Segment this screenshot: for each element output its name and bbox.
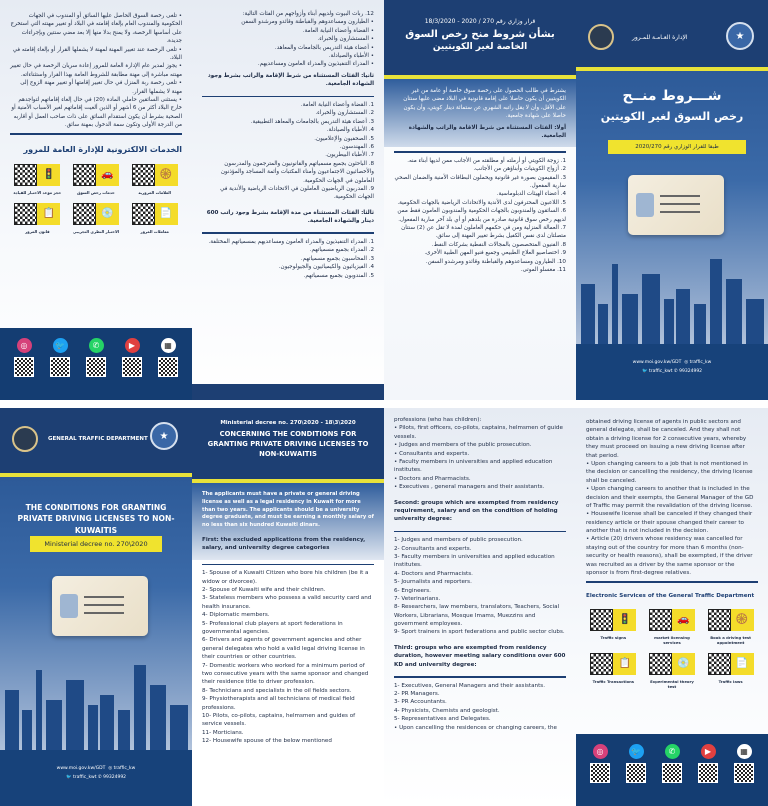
qr-code-icon[interactable] [590,609,613,631]
list-item: 4- Physicists, Chemists and geologist. [394,707,500,714]
whatsapp-icon[interactable]: ✆ [665,744,680,759]
e-service-label: قانون المرور [25,228,50,234]
qr-code-icon[interactable] [73,203,96,225]
moi-star-logo: ★ [726,22,754,50]
social-link[interactable] [86,338,106,400]
list-item: 8. الباحثون بجميع مسمياتهم والقانونيون والمترجمون والمدرسون والأخصائيون الاجتماعيون وأمناء المكتبات وأئمة المساجد والمؤذنون العاملون في الجهات الحكومية. [220,160,374,184]
decree-title: CONCERNING THE CONDITIONS FOR GRANTING PRIVATE DRIVING LICENSES TO NON-KUWAITIS [207,430,369,458]
twitter-icon[interactable]: 🐦 [53,338,68,353]
list-bullet: • الأطباء والصيادلة. [328,52,374,59]
list-item: 4- Doctors and Pharmacists. [394,570,473,577]
twitter-handle[interactable]: traffic_kwt [73,775,97,780]
social-link[interactable] [158,338,178,400]
list-item: 7. العمالة المنزلية ومن في حكمهم العاملون لمدة لا تقل عن (2) سنتان متصلتان لدى نفس الكفيل بشرط تغيير المهنة إلى سائق. [401,224,566,240]
list-item: 5. المندوبون بجميع مسمياتهم. [303,272,374,279]
condition-bullet: • Housewife license shall be canceled if they changed their residency article or their spouse changed their career to another that is not included in the decision. [586,511,753,535]
condition-bullet: obtained driving license of agents in public sectors and general delegate, shall be canceled. And they shall not obtain a driving license for 2 consecutive years, whereby they must proceed on issuing a new driving license after that period. [586,419,747,459]
social-link[interactable] [122,338,142,400]
department-name: GENERAL TRAFFIC DEPARTMENT [48,436,148,442]
decree-intro: The applicants must have a private or general driving license as well as a legal residency in Kuwait for more than two years. The applicants should be a university degree graduate, and must be earning a monthly salary of no less than six hundred Kuwaiti dinars. [202,491,374,529]
list-item: 1- Judges and members of public prosecution. [394,537,523,544]
service-illustration-icon: 🛞 [155,164,178,186]
condition-bullet: • تلغى رخصة ربة المنزل في حال تغيير إقامتها أو تغيير مهنة الزوج إلى مهنة لا يشملها القرار. [20,80,182,95]
moi-star-logo: ★ [150,422,178,450]
qr-code-icon[interactable] [132,203,155,225]
list-item: 10. الطيارون ومساعدوهم والقباطنة وقائدو ومرشدو السفن. [425,258,566,265]
qr-code-icon[interactable] [86,357,106,377]
condition-bullet: • تلغى الرخصة عند تغيير المهنة لمهنة لا يشملها القرار أو بإلغاء إقامته في البلاد. [12,46,182,61]
condition-bullet: • Upon changing careers to another that is included in the decision and their exempts, the General Manager of the GD of Traffic may permit the revalidation of the driving license. [586,486,754,509]
list-item: 2- Spouse of Kuwaiti wife and their children. [202,587,326,594]
decree-title: بشأن شروط منح رخص السوق [405,29,555,40]
ar-decree-panel [384,0,576,400]
list-bullet: • المدراء التنفيذيون والمدراء العامون ومساعديهم. [257,61,374,68]
list-bullet: • Faculty members in universities and applied education institutes. [394,458,553,474]
list-item-list [192,101,384,202]
list-item: 4- Diplomatic members. [202,612,270,619]
list-bullet: • Executives , general managers and their assistants. [394,484,545,491]
list-item: 6- Drivers and agents of government agencies and other general delegates who hold a valid legal driving license in their countries or other countries. [202,637,365,661]
qr-code-icon[interactable] [590,763,610,783]
license-card-illustration [628,175,724,235]
list-item: 4. أعضاء الهيئات الدبلوماسية. [496,191,566,198]
e-service-label: Traffic signs [600,634,627,640]
social-link[interactable] [50,338,70,400]
ar-list-panel [192,0,384,400]
first-section-title: First: the excluded applications from the residency, salary, and university degree categories [202,536,366,552]
social-link[interactable] [734,744,754,806]
e-service-label: حجز موعد الاختبار للقيادة [13,189,62,195]
first-section-title: أولا: الفئات المستثناة من شرط الاقامة والراتب والشهادة الجامعية. [408,124,566,139]
qr-code-icon[interactable] [698,763,718,783]
services-title: Electronic Services of the General Traffic Department [586,592,755,599]
cover-title-2: رخص السوق لغير الكويتين [600,110,744,123]
list-item: 3- Faculty members in universities and applied education institutes. [394,553,555,569]
en-decree-panel [192,408,384,806]
social-link[interactable] [590,744,610,806]
e-service-item[interactable] [11,203,63,234]
condition-bullet-list [0,0,192,129]
website-link[interactable]: www.moi.gov.kw/GDT [632,360,682,365]
list-item-list [192,569,384,745]
qr-code-icon[interactable] [158,357,178,377]
city-skyline [576,254,768,344]
en-list-panel [384,408,576,806]
decree-badge: طبقا للقرار الوزاري رقم 2020/270 [608,140,746,154]
list-item: 10- Pilots, co-pilots, captains, helmsmen and guides of service vessels. [202,712,356,728]
decree-title-2: الخاصة لغير الكويتيين [432,42,528,52]
e-service-item[interactable] [587,653,639,689]
footer-contacts: www.moi.gov.kw/GDT ◎ traffic_kw 🐦 traffic_kwt ✆ 99324992 [576,344,768,400]
e-service-item[interactable] [129,164,181,195]
list-item: 3. أعضاء هيئة التدريس بالجامعات والمعاهد التطبيقية. [250,118,374,125]
list-item: • Upon cancelling the residences or changing careers, the [394,724,557,731]
service-illustration-icon: 📄 [155,203,178,225]
service-illustration-icon: 🛞 [731,609,754,631]
qr-code-icon[interactable] [122,357,142,377]
qr-code-icon[interactable] [14,357,34,377]
ar-cover-panel [576,0,768,400]
list-item: 2- Consultants and experts. [394,545,472,552]
cover-title-1: شـــروط منــح [622,88,722,104]
e-service-label: معاملات المرور [140,228,169,234]
instagram-icon[interactable]: ◎ [593,744,608,759]
list-item: 5- Journalists and reporters. [394,579,472,586]
e-services-grid [0,160,192,246]
list-item: 1. زوجة الكويتي أو أرملته أو مطلقته من الأجانب ممن لديها أبناء منه. [407,157,566,164]
list-item: 8- Technicians and specialists in the oil fields sectors. [202,687,352,694]
qr-code-icon[interactable] [649,609,672,631]
city-skyline [0,660,192,750]
ar-back-panel [0,0,192,400]
list-item-list [384,536,576,637]
social-link[interactable] [14,338,34,400]
list-item: 3. المقيمون بصورة غير قانونية ويحملون البطاقات الأمنية والضمان الصحي سارية المفعول. [394,174,566,190]
list-item: 7- Domestic workers who worked for a minimum period of two consecutive years with the same sponsor and changed their residence title to driver profession. [202,662,369,686]
list-bullet: • أعضاء هيئة التدريس بالجامعات والمعاهد. [274,44,374,51]
list-item: 7. الأطباء البيطريون. [325,152,374,159]
e-service-label: العلامات المرورية [138,189,171,195]
list-bullet: • المستشارون والخبراء. [317,36,374,43]
qr-code-icon[interactable] [734,763,754,783]
e-service-item[interactable] [70,164,122,195]
e-services-grid [576,605,768,701]
twitter-handle[interactable]: traffic_kwt [649,369,673,374]
e-service-item[interactable] [70,203,122,234]
qr-code-icon[interactable] [662,763,682,783]
whatsapp-icon[interactable]: ✆ [89,338,104,353]
twitter-icon[interactable]: 🐦 [629,744,644,759]
youtube-icon[interactable]: ▶ [701,744,716,759]
qr-code-icon[interactable] [14,203,37,225]
condition-bullet: • يجوز لمدير عام الإدارة العامة للمرور إعادة سريان الرخصة في حال تغيير مهنته مباشرة إلى مهنة مطابقة للشروط العامة بهذا القرار واستثناءاته. [10,63,182,78]
list-item: 9- Sport trainers in sport federations and public sector clubs. [394,629,565,636]
list-item: 3- PR Accountants. [394,699,447,706]
list-item: 8. الفنيون المتخصصون بالمجالات النفطية بشركات النفط. [431,241,566,248]
service-illustration-icon: 🚦 [37,164,60,186]
list-item: 9- Physiotherapists and all technicians of medical field professions. [202,696,355,711]
list-item: 6. السائقون والمندوبون بالجهات الحكومية والمندوبون العامون فقط ممن لديهم رخص سوق قانونية صادرة من بلدهم أو أي بلد آخر سارية المفعول. [397,208,566,223]
condition-bullet: • تلغى رخصة السوق الحاصل عليها السائق أو المندوب في الجهات الحكومية والمندوب العام بإلغاء إقامته في البلاد أو تغيير مهنته التي استخرج على أساسها الرخصة، ولا يمنح بدلا منها إلا بعد مضي سنتين وبإجراءات جديدة. [10,13,182,45]
service-illustration-icon: 🚗 [96,164,119,186]
list-bullet-list [192,18,384,68]
list-item: 5- Representatives and Delegates. [394,716,491,723]
decree-intro: يشترط في طالب الحصول على رخصة سوق خاصة أو عامة من غير الكويتيين أن يكون حاصلا على إقامة قانونية في البلاد مضى عليها سنتان على الأقل، وأن لا يقل راتبه الشهري عن ستمائة دينار كويتي، وأن يكون حاصلا على شهادة جامعية. [403,88,566,120]
qr-code-icon[interactable] [73,164,96,186]
list-bullet: • Consultants and experts. [394,450,470,457]
qr-code-icon[interactable] [590,653,613,675]
website-link[interactable]: www.moi.gov.kw/GDT [56,766,106,771]
list-item: 2- PR Managers. [394,690,440,697]
professions-lead: professions (who has children): [394,417,482,423]
list-item: 6- Engineers. [394,587,431,594]
e-service-item[interactable] [646,609,698,645]
list-bullet: • الطيارون ومساعدوهم والقباطنة وقائدو ومرشدو السفن [241,19,374,26]
list-item: 1. المدراء التنفيذيون والمدراء العامون ومساعديهم بمسمياتهم المختلفة. [208,238,374,245]
third-section-title: ثالثا: الفئات المستثناة من مدة الإقامة بشرط وجود راتب 600 دينار والشهادة الجامعية. [206,209,374,225]
e-service-item[interactable] [705,609,757,645]
list-item: 1- Executives, General Managers and their assistants. [394,682,545,689]
service-illustration-icon: 📋 [37,203,60,225]
whatsapp-number[interactable]: 99324992 [103,775,127,780]
list-item: 12- Housewife spouse of the below mentioned [202,738,332,745]
services-title: الخدمات الالكترونية للإدارة العامة للمرور [23,144,182,154]
service-illustration-icon: 📋 [613,653,636,675]
qr-code-icon[interactable] [708,653,731,675]
list-item: 3. المحاسبون بجميع مسمياتهم. [300,255,374,262]
website-qr-icon[interactable]: ▦ [161,338,176,353]
e-service-label: الاختبار النظري التجريبي [72,228,120,234]
list-item: 6. المهندسون. [339,143,374,150]
e-service-label: خدمات رخص السوق [77,189,115,195]
qr-code-icon[interactable] [626,763,646,783]
list-item-list [192,238,384,280]
e-service-item[interactable] [705,653,757,689]
qr-code-icon[interactable] [132,164,155,186]
e-service-label: Traffic Transactions [592,678,635,684]
e-service-item[interactable] [129,203,181,234]
list-item: 5. الصحفيون والإعلاميون. [314,135,374,142]
list-item: 11. مغسلو الموتى. [520,266,566,273]
whatsapp-number[interactable]: 99324992 [679,369,703,374]
social-media-bar [0,328,192,400]
service-illustration-icon: 🚦 [613,609,636,631]
social-media-bar [576,734,768,806]
social-link[interactable] [626,744,646,806]
third-section-title: Third: groups who are exempted from residency duration, however meeting salary conditions over 600 KD and university degree: [394,644,566,668]
list-item: 7- Veterinarians. [394,595,441,602]
qr-code-icon[interactable] [649,653,672,675]
e-service-item[interactable] [587,609,639,645]
decree-badge: Ministerial decree no. 270\2020 [30,536,162,552]
list-item: 11- Morticians. [202,729,244,736]
list-item: 2. المستشارون والخبراء. [315,110,374,117]
list-item-list [384,682,576,732]
list-item: 1- Spouse of a Kuwaiti Citizen who bore his children (be it a widow or divorcee). [202,570,369,585]
list-item-list [384,157,576,274]
social-link[interactable] [662,744,682,806]
list-item: 5. اللاعبون المحترفون لدى الأندية والاتحادات الرياضية بالجهات الحكومية. [397,199,566,206]
list-item: 5- Professional club players at sport federations in governmental agencies. [202,620,343,635]
service-illustration-icon: 📄 [731,653,754,675]
department-name: الإدارة العـامـة للمـرور [632,34,688,41]
list-item: 4. الفيزيائيون والكيميائيون والجيولوجيون. [278,264,374,271]
e-service-label: Book a driving test appointment [710,634,751,645]
second-section-title: ثانيا: الفئات المستثناة من شرط الإقامة والراتب بشرط وجود الشهادة الجامعية. [207,72,374,88]
instagram-icon[interactable]: ◎ [17,338,32,353]
gdt-seal-logo [588,24,614,50]
condition-bullet: • Article (20) drivers whose residency was cancelled for staying out of the country for more than 6 months (non-security or health reasons), shall be exempted, if the driver was recruited as a driver by the same sponsor or the sponsor is from first-degree relatives. [586,536,753,577]
instagram-handle[interactable]: traffic_kw [689,360,712,365]
en-cover-panel [0,408,192,806]
e-service-item[interactable] [646,653,698,689]
list-bullet: • Pilots, first officers, co-pilots, captains, helmsmen of guide vessels. [394,425,563,440]
license-card-illustration [52,576,148,636]
e-service-item[interactable] [11,164,63,195]
e-service-label: market licensing services [654,634,690,645]
service-illustration-icon: 💿 [672,653,695,675]
list-item: 1. القضاة وأعضاء النيابة العامة. [300,102,374,109]
list-item: 9. اختصاصيو العلاج الطبيعي وجميع فنيو المهن الطبية الأخرى. [424,250,566,257]
e-service-label: Experimental theory test [650,678,694,689]
service-illustration-icon: 💿 [96,203,119,225]
qr-code-icon[interactable] [50,357,70,377]
decree-number: Ministerial decree no. 270\2020 - 18\3\2020 [220,420,356,426]
list-bullet: • القضاة وأعضاء النيابة العامة. [302,27,374,34]
list-bullet-list [384,424,576,491]
decree-number: قرار وزاري رقم 270 / 2020 - 18/3/2020 [424,18,536,25]
qr-code-icon[interactable] [708,609,731,631]
social-link[interactable] [698,744,718,806]
list-item: 3- Stateless members who possess a valid security card and health insurance. [202,595,372,610]
condition-bullet-list [576,408,768,577]
second-section-title: Second: groups which are exempted from residency requirement, salary and on the condition of holding university degree: [394,499,559,523]
item-12: 12. ربات البيوت ولديهم أبناء وأزواجهم من الفئات التالية: [242,11,374,17]
list-bullet: • Judges and members of the public prosecution. [394,442,532,449]
list-item: 8- Researchers, law members, translators, Teachers, Social Workers, Librarians, Mosque Imams, Muezzins and government employees. [394,604,560,628]
e-service-label: Traffic laws [718,678,743,684]
service-illustration-icon: 🚗 [672,609,695,631]
list-item: 9. المدربون الرياضيون العاملون في الاتحادات الرياضية والأندية في الجهات الحكومية. [220,185,374,201]
list-item: 4. الأطباء والصيادلة. [326,127,374,134]
cover-title: THE CONDITIONS FOR GRANTING PRIVATE DRIVING LICENSES TO NON-KUWAITIS [17,503,175,535]
condition-bullet: • Upon changing careers to a job that is not mentioned in the decision or cancelling the residency, the driving license shall be canceled. [586,460,753,484]
instagram-handle[interactable]: traffic_kw [113,766,136,771]
list-item: 2. المدراء بجميع مسمياتهم. [309,247,374,254]
en-back-panel [576,408,768,806]
list-item: 2. أزواج الكويتيات وأبناؤهن من الأجانب. [473,166,566,173]
youtube-icon[interactable]: ▶ [125,338,140,353]
condition-bullet: • يستثنى السائقين حاملي المادة (20) في حال إلغاء إقاماتهم لتواجدهم خارج البلاد أكثر من 6 أشهر أو الذين ألغيت إقاماتهم لغير الأسباب الأمنية أو الصحية بشرط أن يكون استقدام السائق على ذات صاحب العمل أو أقاربه من الدرجة الأولى وتكون سمة الدخول بمهنة سائق. [11,96,182,129]
footer-contacts: www.moi.gov.kw/GDT ◎ traffic_kw 🐦 traffic_kwt ✆ 99324992 [0,750,192,806]
website-qr-icon[interactable]: ▦ [737,744,752,759]
qr-code-icon[interactable] [14,164,37,186]
gdt-seal-logo [12,426,38,452]
list-bullet: • Doctors and Pharmacists. [394,475,471,482]
